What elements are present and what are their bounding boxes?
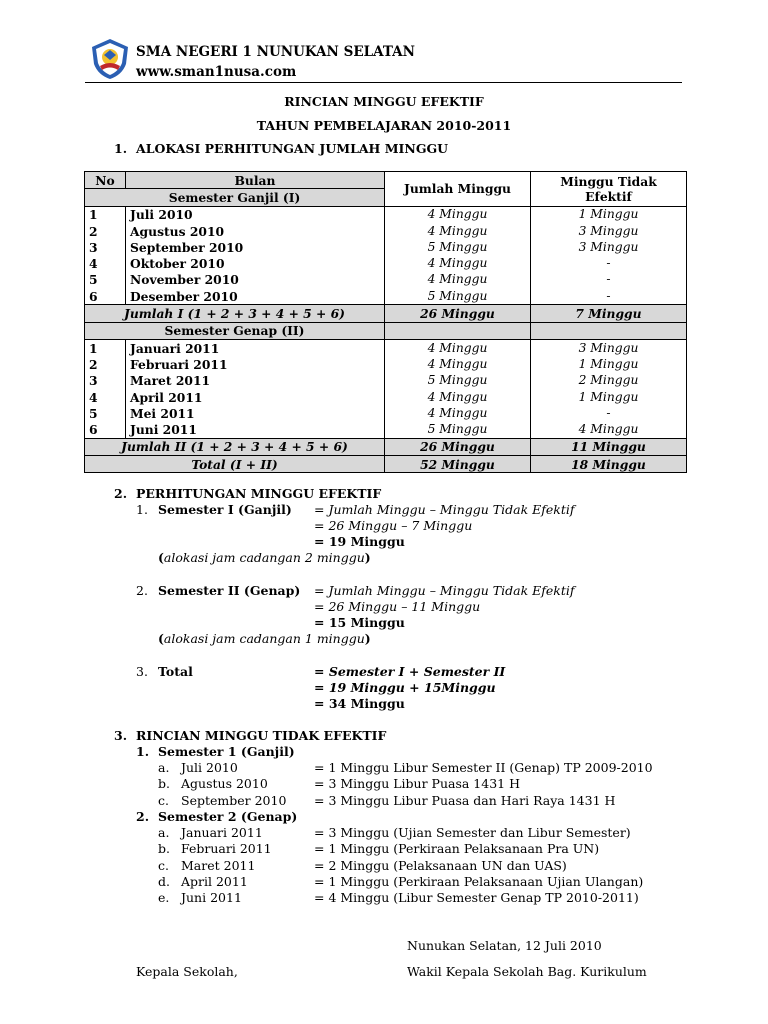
row-jumlah: 4 Minggu: [385, 255, 531, 271]
semester1-total-label: Jumlah I (1 + 2 + 3 + 4 + 5 + 6): [85, 305, 385, 322]
semester2-total-row: [85, 438, 687, 455]
table-row: [85, 206, 687, 223]
calc1-label: Semester I (Ganjil): [158, 502, 292, 517]
row-number: 5: [85, 272, 126, 288]
row-month: Maret 2011: [126, 373, 385, 389]
calc1-line2: = 26 Minggu – 7 Minggu: [314, 518, 473, 533]
grand-total-row: [85, 456, 687, 473]
col-header-bulan: Bulan: [126, 172, 385, 189]
list-item-month: Juni 2011: [181, 890, 242, 906]
calc3-label: Total: [158, 664, 193, 679]
document-title: RINCIAN MINGGU EFEKTIF: [284, 94, 484, 109]
calc3-result: = 34 Minggu: [314, 696, 405, 711]
row-month: Januari 2011: [126, 339, 385, 356]
list-item-desc: = 3 Minggu (Ujian Semester dan Libur Semester): [314, 825, 631, 840]
list-item-letter: a.: [158, 760, 170, 775]
list-item-desc: = 4 Minggu (Libur Semester Genap TP 2010-2011): [314, 890, 639, 906]
row-tidak-efektif: 2 Minggu: [531, 373, 687, 389]
row-jumlah: 4 Minggu: [385, 356, 531, 372]
row-number: 3: [85, 239, 126, 255]
section3-number: 3.: [114, 728, 128, 743]
row-tidak-efektif: 1 Minggu: [531, 389, 687, 405]
col-header-tidak-efektif: Minggu Tidak Efektif: [531, 172, 687, 207]
row-number: 1: [85, 206, 126, 223]
row-number: 4: [85, 389, 126, 405]
row-month: Oktober 2010: [126, 255, 385, 271]
table-row: [85, 421, 687, 438]
document-subtitle: TAHUN PEMBELAJARAN 2010-2011: [256, 118, 512, 133]
table-row: [85, 288, 687, 305]
list-item-letter: c.: [158, 857, 169, 873]
list-item-month: Juli 2010: [181, 760, 238, 775]
row-tidak-efektif: 3 Minggu: [531, 239, 687, 255]
semester2-label-blank-tidak: [531, 322, 687, 339]
list-item-month: Februari 2011: [181, 841, 272, 857]
row-jumlah: 5 Minggu: [385, 288, 531, 305]
list-item-month: Januari 2011: [181, 825, 263, 840]
calc1-result: = 19 Minggu: [314, 534, 405, 549]
calc2-line1: = Jumlah Minggu – Minggu Tidak Efektif: [314, 583, 575, 598]
calc3-line1: = Semester I + Semester II: [314, 664, 506, 679]
row-number: 6: [85, 288, 126, 305]
table-row: [85, 405, 687, 421]
row-tidak-efektif: 3 Minggu: [531, 339, 687, 356]
row-jumlah: 4 Minggu: [385, 405, 531, 421]
row-number: 1: [85, 339, 126, 356]
list-item-letter: b.: [158, 841, 170, 857]
calc2-label: Semester II (Genap): [158, 583, 301, 598]
header-divider: [85, 82, 682, 83]
calc3-line2: = 19 Minggu + 15Minggu: [314, 680, 496, 695]
school-logo: [90, 38, 130, 80]
sem2-detail-number: 2.: [136, 809, 150, 824]
list-item-month: April 2011: [181, 873, 248, 889]
calc1-line1: = Jumlah Minggu – Minggu Tidak Efektif: [314, 502, 575, 517]
section1-number: 1.: [114, 141, 128, 156]
semester2-rows: [85, 339, 687, 438]
table-row: [85, 389, 687, 405]
row-number: 2: [85, 356, 126, 372]
semester2-total-label: Jumlah II (1 + 2 + 3 + 4 + 5 + 6): [85, 438, 385, 455]
list-item-letter: a.: [158, 825, 170, 840]
row-tidak-efektif: 3 Minggu: [531, 223, 687, 239]
semester1-total-row: [85, 305, 687, 322]
calc3-number: 3.: [136, 664, 148, 679]
list-item-desc: = 3 Minggu Libur Puasa 1431 H: [314, 776, 520, 792]
table-row: [85, 373, 687, 389]
row-number: 3: [85, 373, 126, 389]
list-item-desc: = 1 Minggu (Perkiraan Pelaksanaan Ujian Ulangan): [314, 873, 644, 889]
row-month: Desember 2010: [126, 288, 385, 305]
list-item-desc: = 2 Minggu (Pelaksanaan UN dan UAS): [314, 857, 567, 873]
school-name: SMA NEGERI 1 NUNUKAN SELATAN: [136, 44, 415, 60]
sem1-detail-label: Semester 1 (Ganjil): [158, 744, 295, 759]
row-jumlah: 4 Minggu: [385, 206, 531, 223]
semester2-total-tidak: 11 Minggu: [531, 438, 687, 455]
list-item-month: Agustus 2010: [181, 776, 268, 792]
grand-total-label: Total (I + II): [85, 456, 385, 473]
row-tidak-efektif: -: [531, 405, 687, 421]
list-item-month: September 2010: [181, 792, 287, 808]
row-jumlah: 4 Minggu: [385, 272, 531, 288]
row-month: Juli 2010: [126, 206, 385, 223]
row-jumlah: 4 Minggu: [385, 223, 531, 239]
allocation-table: [84, 171, 687, 473]
table-row: [85, 272, 687, 288]
row-jumlah: 4 Minggu: [385, 389, 531, 405]
school-website: www.sman1nusa.com: [136, 64, 297, 80]
table-row: [85, 339, 687, 356]
calc1-number: 1.: [136, 502, 148, 517]
row-jumlah: 5 Minggu: [385, 421, 531, 438]
semester2-label-blank-jumlah: [385, 322, 531, 339]
row-jumlah: 4 Minggu: [385, 339, 531, 356]
section2-title: PERHITUNGAN MINGGU EFEKTIF: [136, 486, 382, 501]
row-tidak-efektif: 1 Minggu: [531, 356, 687, 372]
row-month: September 2010: [126, 239, 385, 255]
place-date: Nunukan Selatan, 12 Juli 2010: [407, 938, 602, 953]
semester1-label: Semester Ganjil (I): [85, 189, 385, 206]
col-header-no: No: [85, 172, 126, 189]
section2-number: 2.: [114, 486, 128, 501]
row-jumlah: 5 Minggu: [385, 239, 531, 255]
signature-right-title: Wakil Kepala Sekolah Bag. Kurikulum: [407, 964, 647, 979]
row-number: 5: [85, 405, 126, 421]
semester2-total-jumlah: 26 Minggu: [385, 438, 531, 455]
row-number: 4: [85, 255, 126, 271]
grand-total-jumlah: 52 Minggu: [385, 456, 531, 473]
table-row: [85, 255, 687, 271]
table-row: [85, 223, 687, 239]
table-row: [85, 239, 687, 255]
row-tidak-efektif: -: [531, 272, 687, 288]
section1-title: ALOKASI PERHITUNGAN JUMLAH MINGGU: [136, 141, 449, 156]
row-month: Agustus 2010: [126, 223, 385, 239]
row-number: 6: [85, 421, 126, 438]
row-tidak-efektif: 1 Minggu: [531, 206, 687, 223]
semester1-rows: [85, 206, 687, 305]
list-item-letter: b.: [158, 776, 170, 792]
row-tidak-efektif: 4 Minggu: [531, 421, 687, 438]
col-header-jumlah: Jumlah Minggu: [385, 172, 531, 207]
grand-total-tidak: 18 Minggu: [531, 456, 687, 473]
row-month: Juni 2011: [126, 421, 385, 438]
semester1-total-jumlah: 26 Minggu: [385, 305, 531, 322]
row-tidak-efektif: -: [531, 288, 687, 305]
signature-left-title: Kepala Sekolah,: [136, 964, 238, 979]
calc1-note: (alokasi jam cadangan 2 minggu): [158, 550, 371, 565]
row-month: Februari 2011: [126, 356, 385, 372]
row-month: April 2011: [126, 389, 385, 405]
calc2-number: 2.: [136, 583, 148, 598]
row-month: Mei 2011: [126, 405, 385, 421]
semester2-label: Semester Genap (II): [85, 322, 385, 339]
section3-title: RINCIAN MINGGU TIDAK EFEKTIF: [136, 728, 387, 743]
row-month: November 2010: [126, 272, 385, 288]
row-tidak-efektif: -: [531, 255, 687, 271]
calc2-result: = 15 Minggu: [314, 615, 405, 630]
sem2-detail-label: Semester 2 (Genap): [158, 809, 298, 824]
calc2-line2: = 26 Minggu – 11 Minggu: [314, 599, 481, 614]
list-item-desc: = 1 Minggu Libur Semester II (Genap) TP 2009-2010: [314, 760, 653, 775]
list-item-letter: c.: [158, 792, 169, 808]
calc2-note: (alokasi jam cadangan 1 minggu): [158, 631, 371, 646]
list-item-letter: d.: [158, 873, 170, 889]
row-jumlah: 5 Minggu: [385, 373, 531, 389]
semester1-total-tidak: 7 Minggu: [531, 305, 687, 322]
list-item-desc: = 1 Minggu (Perkiraan Pelaksanaan Pra UN): [314, 841, 600, 857]
list-item-desc: = 3 Minggu Libur Puasa dan Hari Raya 1431 H: [314, 792, 616, 808]
table-row: [85, 356, 687, 372]
list-item-letter: e.: [158, 890, 170, 906]
sem1-detail-number: 1.: [136, 744, 150, 759]
row-number: 2: [85, 223, 126, 239]
list-item-month: Maret 2011: [181, 857, 256, 873]
